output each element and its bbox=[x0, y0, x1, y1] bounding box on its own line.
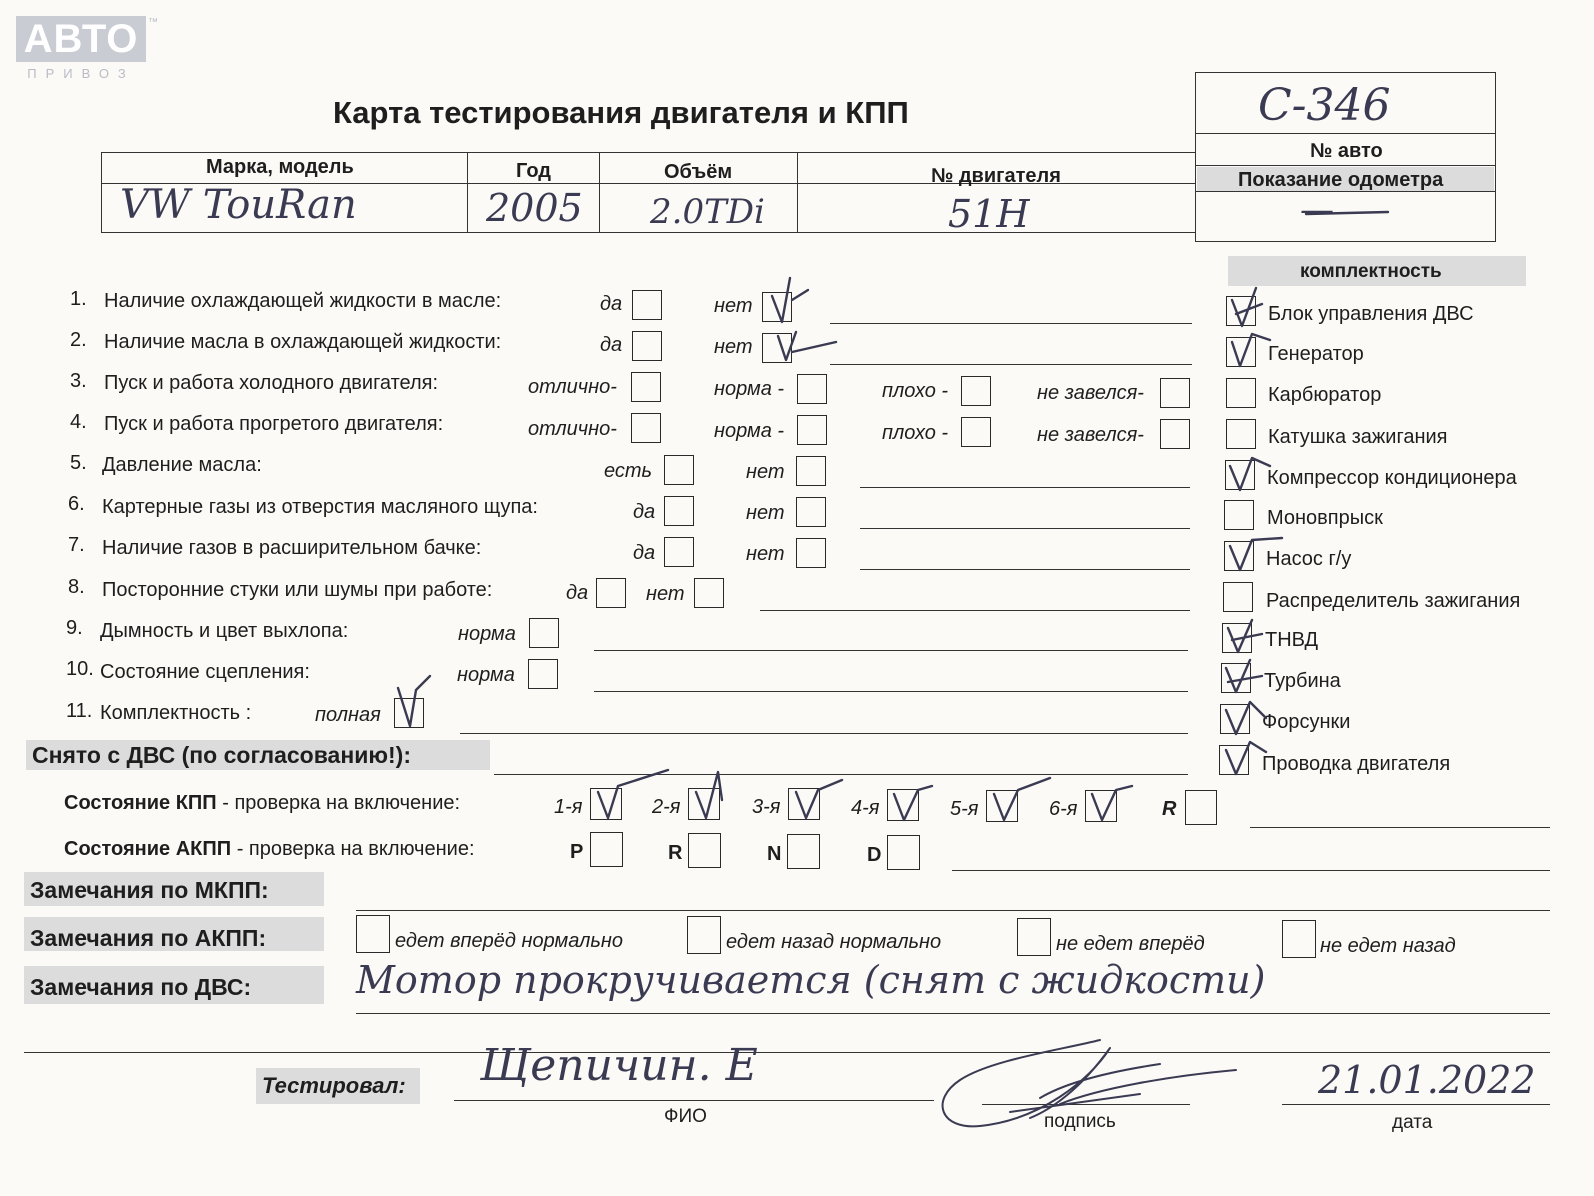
checkbox[interactable] bbox=[694, 578, 724, 608]
removed-line[interactable] bbox=[494, 774, 1188, 775]
note-line[interactable] bbox=[860, 528, 1190, 529]
kit-item-label: Турбина bbox=[1264, 670, 1341, 692]
checkbox[interactable] bbox=[762, 292, 792, 322]
checkbox[interactable] bbox=[797, 374, 827, 404]
checkbox[interactable] bbox=[632, 290, 662, 320]
option-label: да bbox=[633, 501, 656, 523]
mode-checkbox[interactable] bbox=[590, 832, 623, 867]
kit-item-label: Проводка двигателя bbox=[1262, 753, 1451, 775]
mode-label: P bbox=[570, 841, 584, 863]
note-line[interactable] bbox=[760, 610, 1190, 611]
akpp-option-label: едет назад нормально bbox=[726, 931, 942, 953]
option-label: да bbox=[600, 334, 623, 356]
checkbox[interactable] bbox=[632, 331, 662, 361]
kit-checkbox[interactable] bbox=[1224, 541, 1254, 571]
option-label: нет bbox=[746, 543, 785, 565]
gear-checkbox[interactable] bbox=[887, 789, 919, 821]
gear-checkbox[interactable] bbox=[788, 788, 820, 820]
checkbox[interactable] bbox=[796, 497, 826, 527]
row-label: Наличие масла в охлаждающей жидкости: bbox=[104, 331, 502, 353]
note-line[interactable] bbox=[830, 323, 1192, 324]
kit-title: комплектность bbox=[1300, 261, 1442, 282]
option-label: нет bbox=[714, 295, 753, 317]
kit-item-label: ТНВД bbox=[1265, 629, 1319, 651]
checkbox[interactable] bbox=[961, 376, 991, 406]
gear-checkbox[interactable] bbox=[590, 788, 622, 820]
kit-checkbox[interactable] bbox=[1222, 623, 1252, 653]
col-engine-number: № двигателя bbox=[931, 165, 1061, 187]
row-number: 9. bbox=[66, 617, 83, 639]
row-number: 6. bbox=[68, 493, 85, 515]
brand-model-value: VW TouRan bbox=[120, 182, 357, 228]
row-number: 2. bbox=[70, 329, 87, 351]
kpp-note-line[interactable] bbox=[1250, 827, 1550, 828]
checkbox[interactable] bbox=[394, 698, 424, 728]
checkbox[interactable] bbox=[1160, 378, 1190, 408]
akpp-label-rest: - проверка на включение: bbox=[231, 838, 475, 860]
col-year: Год bbox=[516, 160, 551, 182]
date-value: 21.01.2022 bbox=[1318, 1058, 1536, 1102]
odometer-label: Показание одометра bbox=[1238, 169, 1444, 191]
gear-label: 5-я bbox=[950, 798, 979, 820]
row-number: 7. bbox=[68, 534, 85, 556]
kit-item-label: Насос г/у bbox=[1266, 548, 1352, 570]
mode-label: D bbox=[867, 844, 882, 866]
gear-checkbox[interactable] bbox=[688, 788, 720, 820]
row-label: Посторонние стуки или шумы при работе: bbox=[102, 579, 493, 601]
gear-label: 1-я bbox=[554, 796, 583, 818]
gear-checkbox[interactable] bbox=[986, 790, 1018, 822]
option-label: отлично- bbox=[528, 376, 617, 398]
option-label: нет bbox=[646, 583, 685, 605]
kpp-label: Состояние КПП bbox=[64, 792, 217, 814]
akpp-option-checkbox[interactable] bbox=[687, 916, 721, 954]
checkbox[interactable] bbox=[529, 618, 559, 648]
date-label: дата bbox=[1392, 1112, 1433, 1133]
checkbox[interactable] bbox=[796, 456, 826, 486]
akpp-option-checkbox[interactable] bbox=[356, 915, 390, 953]
option-label: да bbox=[600, 293, 623, 315]
akpp-option-label: не едет назад bbox=[1320, 935, 1456, 957]
checkbox[interactable] bbox=[762, 333, 792, 363]
option-label: норма - bbox=[714, 378, 785, 400]
note-line[interactable] bbox=[860, 487, 1190, 488]
remarks-akpp-label: Замечания по АКПП: bbox=[30, 925, 267, 951]
option-label: да bbox=[633, 542, 656, 564]
row-label: Давление масла: bbox=[102, 454, 262, 476]
option-label: норма bbox=[457, 664, 515, 686]
kit-item-label: Катушка зажигания bbox=[1268, 426, 1448, 448]
row-number: 5. bbox=[70, 452, 87, 474]
kit-checkbox[interactable] bbox=[1220, 704, 1250, 734]
checkbox[interactable] bbox=[664, 537, 694, 567]
kit-item-label: Блок управления ДВС bbox=[1268, 303, 1474, 325]
row-label: Комплектность : bbox=[100, 702, 252, 724]
row-label: Состояние сцепления: bbox=[100, 661, 310, 683]
checkbox[interactable] bbox=[1160, 419, 1190, 449]
row-number: 11. bbox=[66, 700, 93, 722]
fio-line[interactable] bbox=[454, 1100, 934, 1101]
signature-label: подпись bbox=[1044, 1111, 1116, 1132]
remarks-dvs-line[interactable] bbox=[356, 1013, 1550, 1014]
gear-label: 4-я bbox=[851, 797, 880, 819]
mode-label: N bbox=[767, 843, 782, 865]
row-label: Дымность и цвет выхлопа: bbox=[100, 620, 349, 642]
mode-label: R bbox=[668, 842, 683, 864]
kit-checkbox[interactable] bbox=[1224, 500, 1254, 530]
akpp-option-checkbox[interactable] bbox=[1017, 918, 1051, 956]
mode-checkbox[interactable] bbox=[887, 835, 920, 870]
option-label: полная bbox=[315, 704, 381, 726]
option-label: нет bbox=[746, 461, 785, 483]
row-number: 1. bbox=[70, 288, 87, 310]
note-line[interactable] bbox=[594, 650, 1188, 651]
engine-number-value: 51H bbox=[948, 192, 1030, 236]
kit-checkbox[interactable] bbox=[1219, 745, 1249, 775]
row-number: 4. bbox=[70, 411, 87, 433]
option-label: отлично- bbox=[528, 418, 617, 440]
kit-item-label: Карбюратор bbox=[1268, 384, 1382, 406]
gear-label: R bbox=[1162, 798, 1177, 820]
logo-subtitle: ПРИВОЗ bbox=[27, 66, 135, 81]
avtoprivoz-logo bbox=[16, 16, 146, 62]
col-brand-model: Марка, модель bbox=[206, 156, 354, 178]
note-line[interactable] bbox=[594, 691, 1188, 692]
gear-label: 2-я bbox=[652, 796, 681, 818]
checkbox[interactable] bbox=[664, 455, 694, 485]
kit-item-label: Распределитель зажигания bbox=[1266, 590, 1521, 612]
date-line[interactable] bbox=[1282, 1104, 1550, 1105]
akpp-option-checkbox[interactable] bbox=[1282, 920, 1316, 958]
kpp-label-rest: - проверка на включение: bbox=[216, 792, 461, 814]
row-number: 3. bbox=[70, 370, 87, 392]
kit-checkbox[interactable] bbox=[1223, 582, 1253, 612]
note-line[interactable] bbox=[860, 569, 1190, 570]
odometer-value: — bbox=[1300, 190, 1334, 230]
kit-item-label: Компрессор кондиционера bbox=[1267, 467, 1517, 489]
gear-label: 6-я bbox=[1049, 798, 1078, 820]
kit-checkbox[interactable] bbox=[1225, 460, 1255, 490]
car-number-label: № авто bbox=[1310, 140, 1383, 162]
remarks-extra-line[interactable] bbox=[24, 1052, 1550, 1053]
checkbox[interactable] bbox=[961, 417, 991, 447]
checkbox[interactable] bbox=[596, 578, 626, 608]
akpp-label: Состояние АКПП bbox=[64, 838, 232, 860]
kit-checkbox[interactable] bbox=[1226, 419, 1256, 449]
kit-checkbox[interactable] bbox=[1221, 663, 1251, 693]
checkbox[interactable] bbox=[664, 496, 694, 526]
remarks-mkpp-line[interactable] bbox=[356, 910, 1550, 911]
option-label: норма bbox=[458, 623, 516, 645]
option-label: нет bbox=[746, 502, 785, 524]
year-value: 2005 bbox=[486, 186, 583, 230]
mode-checkbox[interactable] bbox=[787, 834, 820, 869]
row-label: Наличие газов в расширительном бачке: bbox=[102, 537, 482, 559]
mode-checkbox[interactable] bbox=[688, 833, 721, 868]
fio-label: ФИО bbox=[664, 1106, 707, 1127]
gear-checkbox[interactable] bbox=[1085, 790, 1117, 822]
checkbox[interactable] bbox=[631, 413, 661, 443]
akpp-option-label: едет вперёд нормально bbox=[395, 930, 624, 952]
option-label: норма - bbox=[714, 420, 785, 442]
car-number-value: C-346 bbox=[1258, 80, 1391, 131]
col-volume: Объём bbox=[664, 161, 733, 183]
option-label: да bbox=[566, 582, 589, 604]
tester-name-value: Щепичин. Е bbox=[480, 1040, 758, 1091]
removed-label: Снято с ДВС (по согласованию!): bbox=[32, 742, 411, 768]
option-label: нет bbox=[714, 336, 753, 358]
checkbox[interactable] bbox=[631, 372, 661, 402]
kit-checkbox[interactable] bbox=[1226, 337, 1256, 367]
row-label: Пуск и работа холодного двигателя: bbox=[104, 372, 439, 394]
note-line[interactable] bbox=[460, 733, 1188, 734]
logo-text: АВТО bbox=[23, 17, 139, 61]
option-label: плохо - bbox=[882, 422, 949, 444]
row-label: Наличие охлаждающей жидкости в масле: bbox=[104, 290, 502, 312]
volume-value: 2.0TDi bbox=[650, 192, 765, 232]
kit-item-label: Моновпрыск bbox=[1267, 507, 1383, 529]
kit-item-label: Форсунки bbox=[1262, 711, 1351, 733]
remarks-dvs-value: Мотор прокручивается (снят с жидкости) bbox=[356, 958, 1266, 1002]
kit-checkbox[interactable] bbox=[1226, 378, 1256, 408]
option-label: не завелся- bbox=[1037, 382, 1144, 404]
kit-checkbox[interactable] bbox=[1226, 296, 1256, 326]
tested-by-label: Тестировал: bbox=[262, 1073, 406, 1098]
checkbox[interactable] bbox=[796, 538, 826, 568]
trademark-mark: ™ bbox=[148, 17, 158, 28]
gear-checkbox[interactable] bbox=[1185, 790, 1217, 825]
remarks-dvs-label: Замечания по ДВС: bbox=[30, 974, 252, 1000]
kit-item-label: Генератор bbox=[1268, 343, 1364, 365]
note-line[interactable] bbox=[830, 364, 1192, 365]
akpp-option-label: не едет вперёд bbox=[1056, 933, 1205, 955]
gear-label: 3-я bbox=[752, 796, 781, 818]
checkbox[interactable] bbox=[797, 415, 827, 445]
checkbox[interactable] bbox=[528, 659, 558, 689]
remarks-mkpp-label: Замечания по МКПП: bbox=[30, 877, 269, 903]
page-title: Карта тестирования двигателя и КПП bbox=[333, 95, 909, 130]
option-label: плохо - bbox=[882, 380, 949, 402]
option-label: есть bbox=[604, 460, 653, 482]
row-number: 10. bbox=[66, 658, 94, 680]
signature-line[interactable] bbox=[982, 1104, 1190, 1105]
akpp-note-line[interactable] bbox=[952, 870, 1550, 871]
row-number: 8. bbox=[68, 576, 85, 598]
row-label: Пуск и работа прогретого двигателя: bbox=[104, 413, 444, 435]
row-label: Картерные газы из отверстия масляного щупа: bbox=[102, 496, 538, 518]
option-label: не завелся- bbox=[1037, 424, 1144, 446]
